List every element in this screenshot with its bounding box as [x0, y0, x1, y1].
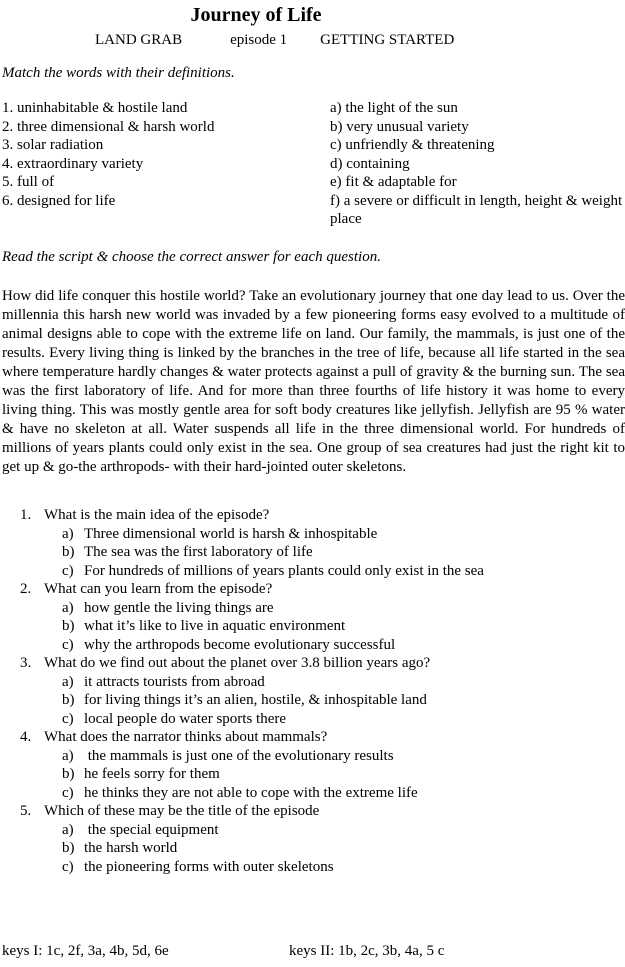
option-marker: c): [62, 636, 74, 653]
match-definition-e: e) fit & adaptable for: [330, 174, 457, 190]
question-1-option-a: [62, 525, 625, 544]
option-marker: c): [62, 562, 74, 579]
question-3-option-b: [62, 691, 625, 710]
match-row-1: [2, 99, 625, 118]
match-term-3: 3. solar radiation: [2, 137, 104, 153]
option-marker: b): [62, 692, 75, 708]
reading-instruction: Read the script & choose the correct answer for each question.: [2, 248, 381, 265]
question-stem: What do we find out about the planet over 3.8 billion years ago?: [44, 655, 431, 671]
option-text: it attracts tourists from abroad: [84, 673, 265, 690]
option-text: For hundreds of millions of years plants could only exist in the sea: [84, 562, 484, 579]
option-marker: b): [62, 618, 75, 634]
match-term-4: 4. extraordinary variety: [2, 155, 144, 172]
question-3: [20, 654, 625, 673]
subtitle-getting-started: GETTING STARTED: [320, 32, 455, 48]
match-definition-d: d) containing: [330, 155, 410, 172]
option-marker: a): [62, 673, 74, 690]
option-text: local people do water sports there: [84, 710, 287, 727]
match-definition-a: a) the light of the sun: [330, 100, 458, 116]
answer-key-1: keys I: 1c, 2f, 3a, 4b, 5d, 6e: [2, 943, 169, 959]
match-definition-b: b) very unusual variety: [330, 118, 469, 135]
option-text: for living things it’s an alien, hostile, & inhospitable land: [84, 692, 427, 708]
question-1-option-c: [62, 562, 625, 581]
subtitle-row: [2, 31, 625, 50]
question-1: [20, 506, 625, 525]
option-marker: a): [62, 747, 74, 764]
match-row-2: [2, 118, 625, 137]
question-3-option-a: [62, 673, 625, 692]
subtitle-land-grab: LAND GRAB: [95, 32, 183, 48]
matching-instruction: Match the words with their definitions.: [2, 64, 235, 81]
match-term-1: 1. uninhabitable & hostile land: [2, 100, 188, 116]
question-3-option-c: [62, 710, 625, 729]
option-text: how gentle the living things are: [84, 599, 274, 616]
answer-keys: [2, 942, 622, 961]
question-5-option-c: [62, 858, 625, 877]
question-5: [20, 802, 625, 821]
answer-key-2: keys II: 1b, 2c, 3b, 4a, 5 c: [289, 943, 445, 959]
option-text: the harsh world: [84, 840, 178, 856]
option-marker: c): [62, 784, 74, 801]
reading-passage: How did life conquer this hostile world? Take an evolutionary journey that one day lead to us. Over the millennia this harsh new world was invaded by a few pioneering forms easy evolved to a multitude of animal designs able to cope with the extreme life on land. Our family, the mammals, is just one of the results. Every living thing is linked by the branches in the tree of life, because all life started in the sea where temperature hardly changes & water protects against a pull of gravity & the burning sun. The sea was the first laboratory of life. And for more than three fourths of life history it was home to every living thing. This was mostly gentle area for soft body creatures like jellyfish. Jellyfish are 95 % water & have no skeleton at all. Water suspends all life in the three dimensional world. For hundreds of millions of years plants could only exist in the sea. One group of sea creatures had just the right kit to get up & go-the arthropods- with their hard-jointed outer skeletons.: [2, 288, 625, 475]
questions-section: [20, 506, 625, 876]
match-term-5: 5. full of: [2, 174, 55, 190]
question-4: [20, 728, 625, 747]
match-row-4: [2, 155, 625, 174]
question-4-option-b: [62, 765, 625, 784]
question-5-option-b: [62, 839, 625, 858]
question-number: 2.: [20, 581, 32, 597]
question-number: 3.: [20, 655, 32, 671]
option-text: the pioneering forms with outer skeletons: [84, 858, 334, 875]
page-title: Journey of Life: [190, 4, 322, 26]
option-marker: a): [62, 599, 74, 616]
question-1-option-b: [62, 543, 625, 562]
option-marker: a): [62, 821, 74, 838]
match-row-6: [2, 192, 625, 229]
match-term-6: 6. designed for life: [2, 192, 116, 209]
option-marker: b): [62, 766, 75, 782]
option-text: the mammals is just one of the evolutionary results: [84, 747, 394, 764]
option-text: why the arthropods become evolutionary successful: [84, 636, 396, 653]
question-2-option-c: [62, 636, 625, 655]
question-4-option-c: [62, 784, 625, 803]
question-4-option-a: [62, 747, 625, 766]
subtitle-episode: episode 1: [230, 32, 288, 48]
match-term-2: 2. three dimensional & harsh world: [2, 118, 215, 135]
match-definition-c: c) unfriendly & threatening: [330, 137, 495, 153]
option-marker: c): [62, 858, 74, 875]
match-row-3: [2, 136, 625, 155]
option-marker: b): [62, 840, 75, 856]
question-number: 4.: [20, 729, 32, 745]
question-number: 5.: [20, 803, 32, 819]
question-number: 1.: [20, 507, 32, 523]
question-2: [20, 580, 625, 599]
question-2-option-a: [62, 599, 625, 618]
option-text: the special equipment: [84, 821, 219, 838]
option-text: what it’s like to live in aquatic environment: [84, 618, 346, 634]
question-2-option-b: [62, 617, 625, 636]
question-stem: What can you learn from the episode?: [44, 581, 273, 597]
option-text: he thinks they are not able to cope with the extreme life: [84, 784, 418, 801]
option-text: The sea was the first laboratory of life: [84, 544, 313, 560]
option-marker: c): [62, 710, 74, 727]
match-definition-f: f) a severe or difficult in length, height & weight place: [330, 192, 623, 227]
option-text: Three dimensional world is harsh & inhospitable: [84, 525, 378, 542]
question-stem: Which of these may be the title of the episode: [44, 803, 320, 819]
matching-exercise: [2, 99, 625, 229]
option-marker: a): [62, 525, 74, 542]
option-text: he feels sorry for them: [84, 766, 220, 782]
question-5-option-a: [62, 821, 625, 840]
option-marker: b): [62, 544, 75, 560]
question-stem: What is the main idea of the episode?: [44, 507, 270, 523]
match-row-5: [2, 173, 625, 192]
question-stem: What does the narrator thinks about mammals?: [44, 729, 328, 745]
